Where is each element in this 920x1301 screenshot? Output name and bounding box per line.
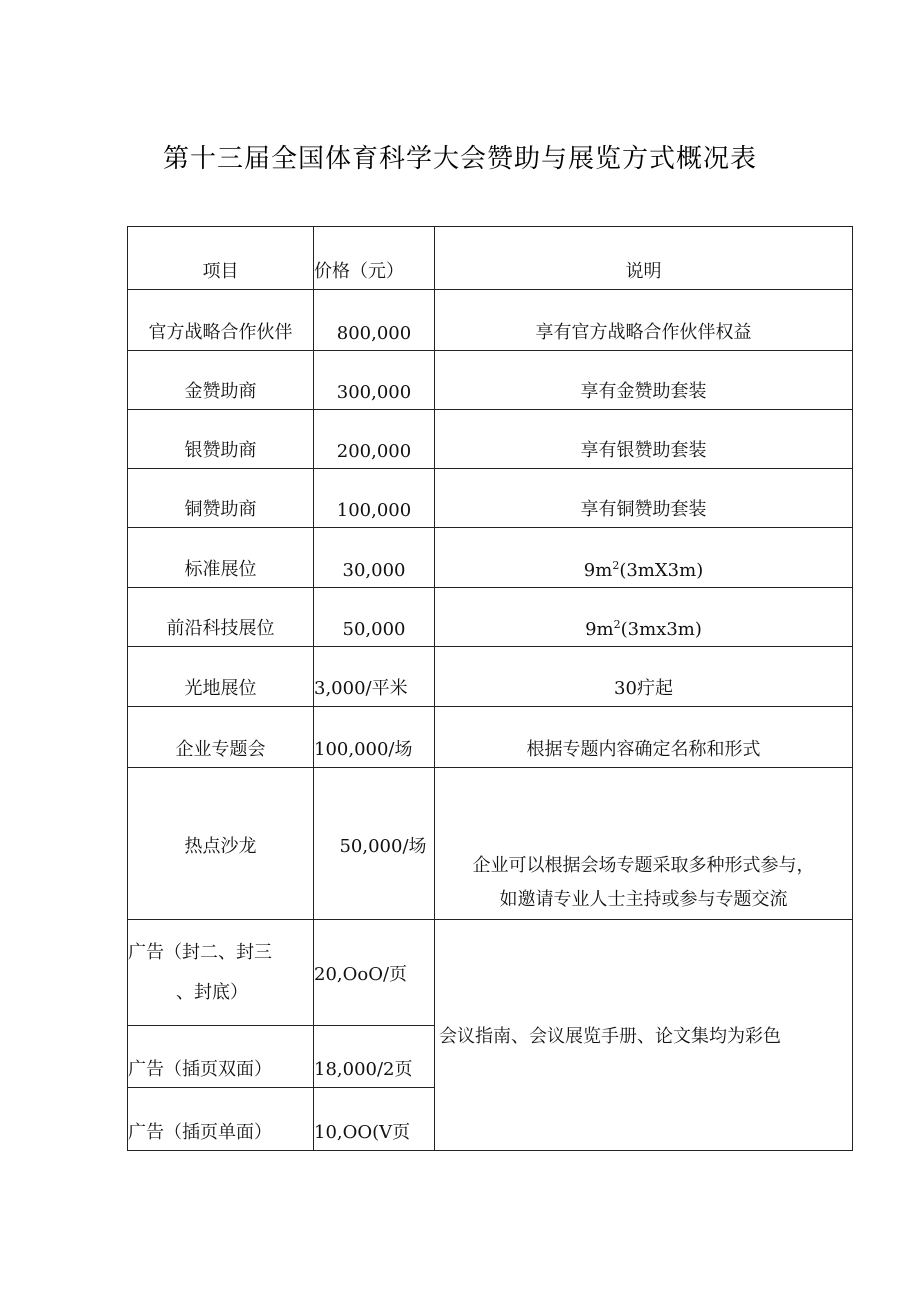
table-row [128,410,853,469]
row-price: 30,000 [314,528,435,588]
ad-item: 广告（插页双面） [128,1026,314,1088]
page-title: 第十三届全国体育科学大会赞助与展览方式概况表 [162,144,757,174]
row-item: 企业专题会 [128,707,314,768]
table-row [128,768,853,920]
ad-price: 20,OoO/页 [314,920,435,1026]
row-item: 标准展位 [128,528,314,588]
row-desc: 30疔起 [435,647,853,707]
header-desc: 说明 [435,227,853,290]
ad-price: 10,OO(V页 [314,1088,435,1151]
row-item: 前沿科技展位 [128,588,314,647]
row-item: 金赞助商 [128,351,314,410]
table-row [128,588,853,647]
row-desc: 根据专题内容确定名称和形式 [435,707,853,768]
header-item: 项目 [128,227,314,290]
row-item: 银赞助商 [128,410,314,469]
table-row [128,647,853,707]
row-item: 光地展位 [128,647,314,707]
row-price: 100,000 [314,469,435,528]
header-price: 价格（元） [314,227,435,290]
row-price: 3,000/平米 [314,647,435,707]
row-desc: 享有金赞助套装 [435,351,853,410]
table-row [128,290,853,351]
ad-item: 广告（插页单面） [128,1088,314,1151]
row-price: 50,000/场 [314,768,435,920]
header-row [128,227,853,290]
row-desc: $9m^2(3mX3m)$ [435,528,853,588]
ad-row [128,920,853,1026]
ad-price: 18,000/2页 [314,1026,435,1088]
row-item: 热点沙龙 [128,768,314,920]
row-item: 铜赞助商 [128,469,314,528]
row-price: 100,000/场 [314,707,435,768]
row-price: 200,000 [314,410,435,469]
table-row [128,707,853,768]
table-row [128,528,853,588]
row-desc: $9m^2(3mx3m)$ [435,588,853,647]
row-price: 50,000 [314,588,435,647]
row-price: 300,000 [314,351,435,410]
ad-item: 广告（封二、封三 、封底） [128,920,314,1026]
row-item: 官方战略合作伙伴 [128,290,314,351]
row-price: 800,000 [314,290,435,351]
row-desc: 享有官方战略合作伙伴权益 [435,290,853,351]
row-desc: 企业可以根据会场专题采取多种形式参与， 如邀请专业人士主持或参与专题交流 [435,768,853,920]
pricing-table [127,226,853,1151]
table-row [128,469,853,528]
row-desc: 享有铜赞助套装 [435,469,853,528]
ads-desc: 会议指南、会议展览手册、论文集均为彩色 [435,920,853,1151]
table-row [128,351,853,410]
row-desc: 享有银赞助套装 [435,410,853,469]
